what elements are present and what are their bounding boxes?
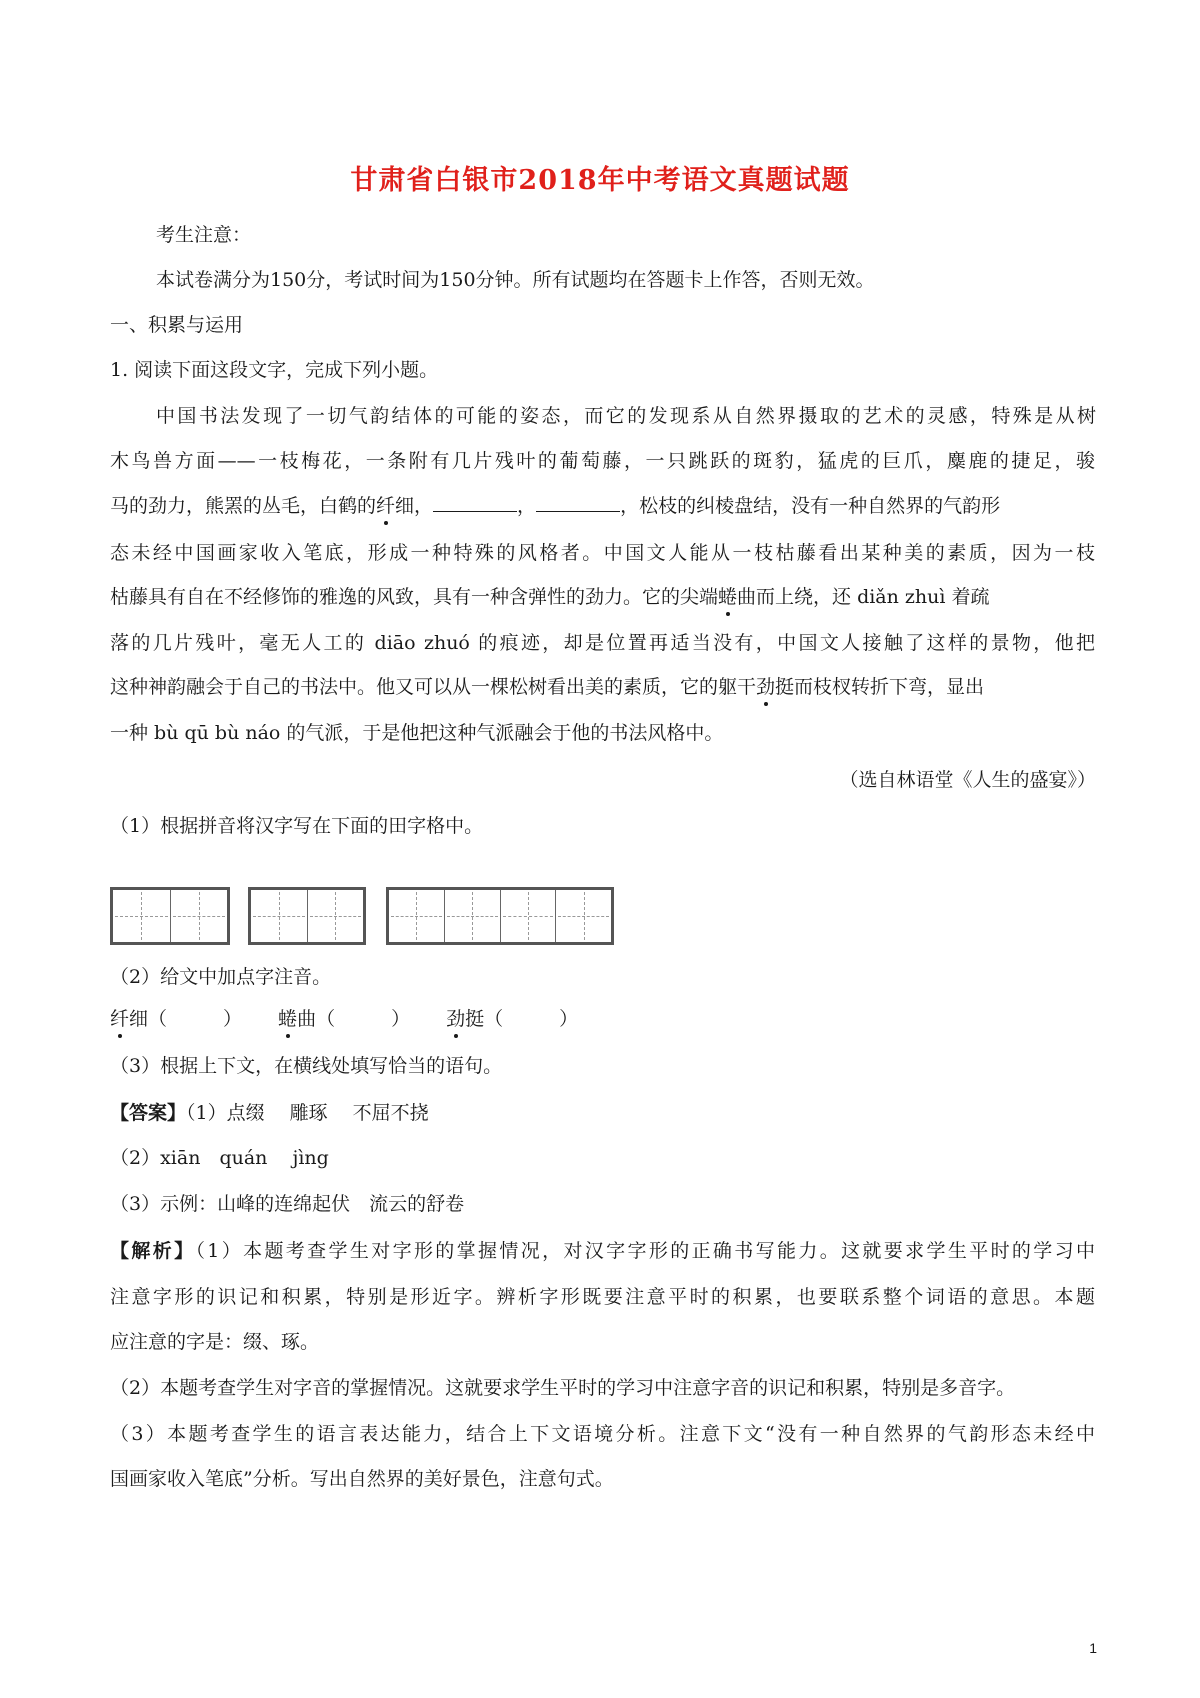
passage-line: 马的劲力，熊罴的丛毛，白鹤的纤细， ， ，松枝的纠棱盘结，没有一种自然界的气韵形 [110,491,1095,518]
emphasis-dot-char: 劲 [446,1004,465,1031]
emphasis-dot-char: 纤 [376,491,395,518]
emphasis-dot-char: 劲 [756,672,775,699]
page-number: 1 [1089,1640,1097,1656]
analysis-line: 应注意的字是：缀、琢。 [110,1331,320,1353]
answer-line: 【答案】（1）点缀 雕琢 不屈不挠 [110,1102,429,1124]
emphasis-dot-char: 纤 [110,1004,129,1031]
answer-label: 【答案】 [110,1102,187,1124]
passage-line: 落的几片残叶，毫无人工的 diāo zhuó 的痕迹，却是位置再适当没有，中国文人接触了这样的景物，他把 [110,632,1095,654]
fill-blank [433,493,517,512]
subquestion-1: （1）根据拼音将汉字写在下面的田字格中。 [110,815,484,837]
page-title: 甘肃省白银市2018年中考语文真题试题 [350,165,850,196]
analysis-line: 【解析】（1）本题考查学生对字形的掌握情况，对汉字字形的正确书写能力。这就要求学生平时的学习中 [110,1240,1095,1262]
question-stem: 1. 阅读下面这段文字，完成下列小题。 [110,359,439,381]
analysis-line: （3）本题考查学生的语言表达能力，结合上下文语境分析。注意下文“没有一种自然界的气韵形态未经中 [110,1423,1095,1445]
answer-line: （2）xiān quán jìng [110,1147,329,1169]
subquestion-2: （2）给文中加点字注音。 [110,966,332,988]
tianzige-box-4 [386,887,614,945]
notice-text: 本试卷满分为150分，考试时间为150分钟。所有试题均在答题卡上作答，否则无效。 [156,269,875,291]
emphasis-dot-char: 蜷 [278,1004,297,1031]
passage-line: 一种 bù qū bù náo 的气派，于是他把这种气派融会于他的书法风格中。 [110,722,724,744]
analysis-line: 注意字形的识记和积累，特别是形近字。辨析字形既要注意平时的积累，也要联系整个词语的意思。本题 [110,1286,1095,1308]
passage-line: 木鸟兽方面——一枝梅花，一条附有几片残叶的葡萄藤，一只跳跃的斑豹，猛虎的巨爪，麋鹿的捷足，骏 [110,450,1095,472]
pinyin-items: 纤细（ ） 蜷曲（ ） 劲挺（ ） [110,1004,1095,1031]
analysis-label: 【解析】 [110,1240,196,1262]
subquestion-3: （3）根据上下文，在横线处填写恰当的语句。 [110,1055,503,1077]
passage-line: 中国书法发现了一切气韵结体的可能的姿态，而它的发现系从自然界摄取的艺术的灵感，特殊是从树 [156,405,1096,427]
fill-blank [536,493,620,512]
analysis-line: 国画家收入笔底”分析。写出自然界的美好景色，注意句式。 [110,1468,614,1490]
passage-line: 枯藤具有自在不经修饰的雅逸的风致，具有一种含弹性的劲力。它的尖端蜷曲而上绕，还 diǎn zhuì 着疏 [110,582,1095,609]
section-heading: 一、积累与运用 [110,314,244,336]
tianzige-box-2 [110,887,230,945]
passage-source: （选自林语堂《人生的盛宴》） [839,769,1096,791]
analysis-line: （2）本题考查学生对字音的掌握情况。这就要求学生平时的学习中注意字音的识记和积累，特别是多音字。 [110,1377,1016,1399]
emphasis-dot-char: 蜷 [718,582,737,609]
tianzige-box-2 [248,887,366,945]
passage-line: 这种神韵融会于自己的书法中。他又可以从一棵松树看出美的素质，它的躯干劲挺而枝杈转折下弯，显出 [110,672,1095,699]
notice-heading: 考生注意： [156,224,252,246]
passage-line: 态未经中国画家收入笔底，形成一种特殊的风格者。中国文人能从一枝枯藤看出某种美的素质，因为一枝 [110,542,1095,564]
answer-line: （3）示例：山峰的连绵起伏 流云的舒卷 [110,1193,465,1215]
